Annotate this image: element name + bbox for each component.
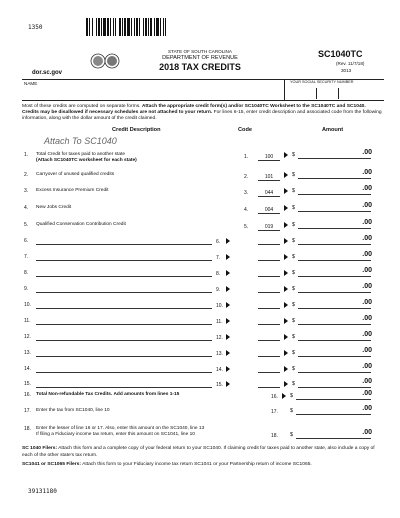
name-field[interactable] bbox=[22, 86, 284, 100]
line-17-label: Enter the tax from SC1040, line 10 bbox=[36, 408, 110, 413]
state-name: STATE OF SOUTH CAROLINA bbox=[168, 49, 232, 54]
arrow-icon bbox=[226, 254, 230, 260]
line-9-code-field[interactable] bbox=[258, 292, 280, 293]
ssn-field[interactable] bbox=[285, 86, 383, 100]
arrow-icon bbox=[226, 334, 230, 340]
line-5-ref: 5. bbox=[244, 224, 249, 230]
line-13-description-field[interactable] bbox=[36, 356, 212, 357]
line-9-amount[interactable]: .00 bbox=[362, 283, 372, 290]
line-9-dollar: $ bbox=[292, 286, 295, 292]
line-8-number: 8. bbox=[24, 270, 29, 276]
line-7-dollar: $ bbox=[292, 254, 295, 260]
line-13-dollar: $ bbox=[292, 350, 295, 356]
line-12-amount[interactable]: .00 bbox=[362, 331, 372, 338]
line-4-dollar: $ bbox=[292, 205, 295, 211]
line-4-number: 4. bbox=[24, 205, 29, 211]
line-15-description-field[interactable] bbox=[36, 387, 212, 388]
line-11-ref: 11. bbox=[216, 319, 223, 325]
form-id: SC1040TC bbox=[318, 49, 363, 59]
form-number: 3013 bbox=[341, 68, 352, 73]
arrow-icon bbox=[284, 286, 288, 292]
revision-date: (Rev. 11/7/18) bbox=[336, 61, 365, 66]
line-2-amount[interactable]: .00 bbox=[362, 169, 372, 176]
line-14-code-field[interactable] bbox=[258, 372, 280, 373]
attach-to-sc1040-label: Attach To SC1040 bbox=[44, 136, 117, 146]
arrow-icon bbox=[284, 205, 288, 211]
line-14-ref: 14. bbox=[216, 367, 223, 373]
line-1-label: Total Credit for taxes paid to another state bbox=[36, 152, 126, 157]
barcode-bar bbox=[86, 18, 88, 36]
intro-text: Most of these credits are computed on separate forms. Attach the appropriate credit form(s) and/or SC1040TC Worksheet to the SC1040TC and SC1040. Credits may be disallowed if necessary schedules are not attached to your return. For lines 6-15, enter credit description and associated code from the following information, along with the dollar amount of the credit claimed. bbox=[22, 104, 382, 122]
sc1041-filers-note: SC1041 or SC1065 Filers: Attach this form to your Fiduciary income tax return SC1041 or your Partnership return of income SC1065. bbox=[22, 462, 312, 467]
line-12-description-field[interactable] bbox=[36, 340, 212, 341]
barcode-bar bbox=[124, 18, 126, 36]
arrow-icon bbox=[226, 302, 230, 308]
line-7-number: 7. bbox=[24, 254, 29, 260]
name-label: NAME bbox=[24, 81, 38, 86]
barcode-bar bbox=[96, 18, 97, 36]
line-18-dollar: $ bbox=[290, 432, 293, 438]
barcode-bar bbox=[145, 18, 147, 36]
barcode-bar bbox=[89, 18, 90, 36]
line-11-description-field[interactable] bbox=[36, 324, 212, 325]
line-6-amount[interactable]: .00 bbox=[362, 235, 372, 242]
barcode-bar bbox=[113, 18, 114, 36]
line-4-ref: 4. bbox=[244, 207, 249, 213]
line-7-ref: 7. bbox=[216, 255, 221, 261]
line-8-code-field[interactable] bbox=[258, 276, 280, 277]
arrow-icon bbox=[226, 381, 230, 387]
line-4-label: New Jobs Credit bbox=[36, 205, 72, 210]
line-3-code: 044 bbox=[264, 190, 274, 196]
barcode-bar bbox=[103, 18, 106, 36]
line-3-amount[interactable]: .00 bbox=[362, 185, 372, 192]
line-10-dollar: $ bbox=[292, 302, 295, 308]
arrow-icon bbox=[284, 302, 288, 308]
line-9-ref: 9. bbox=[216, 287, 221, 293]
line-15-ref: 15. bbox=[216, 382, 223, 388]
arrow-icon bbox=[226, 350, 230, 356]
line-2-ref: 2. bbox=[244, 174, 249, 180]
barcode-bar bbox=[154, 18, 155, 36]
column-code: Code bbox=[238, 127, 252, 133]
form-bottom-code: 39131180 bbox=[28, 488, 57, 495]
barcode-bar bbox=[127, 18, 130, 36]
barcode-bar bbox=[122, 18, 123, 36]
line-2-dollar: $ bbox=[292, 172, 295, 178]
line-12-code-field[interactable] bbox=[258, 340, 280, 341]
column-credit-description: Credit Description bbox=[112, 127, 161, 133]
ssn-label: YOUR SOCIAL SECURITY NUMBER bbox=[290, 80, 354, 84]
barcode-bar bbox=[165, 18, 166, 36]
line-2-number: 2. bbox=[24, 172, 29, 178]
line-8-amount[interactable]: .00 bbox=[362, 267, 372, 274]
line-12-ref: 12. bbox=[216, 335, 223, 341]
line-9-number: 9. bbox=[24, 286, 29, 292]
line-1-amount[interactable]: .00 bbox=[362, 149, 372, 156]
line-10-ref: 10. bbox=[216, 303, 223, 309]
barcode-bar bbox=[143, 18, 144, 36]
arrow-icon bbox=[284, 188, 288, 194]
line-4-code: 004 bbox=[264, 207, 274, 213]
line-18-number: 18. bbox=[24, 426, 31, 432]
line-11-amount[interactable]: .00 bbox=[362, 315, 372, 322]
line-14-amount[interactable]: .00 bbox=[362, 363, 372, 370]
barcode-bar bbox=[160, 18, 161, 36]
arrow-icon bbox=[226, 270, 230, 276]
barcode-bar bbox=[163, 18, 164, 36]
page-title: 2018 TAX CREDITS bbox=[159, 62, 241, 72]
line-13-code-field[interactable] bbox=[258, 356, 280, 357]
barcode-bar bbox=[148, 18, 149, 36]
line-18-label: Enter the lesser of line 16 or 17. Also, enter this amount on the SC1040, line 13 bbox=[36, 426, 205, 431]
line-9-description-field[interactable] bbox=[36, 292, 212, 293]
line-17-ref: 17. bbox=[271, 409, 278, 415]
department-name: DEPARTMENT OF REVENUE bbox=[162, 55, 238, 61]
line-5-label: Qualified Conservation Contribution Credit bbox=[36, 222, 126, 227]
line-6-code-field[interactable] bbox=[258, 244, 280, 245]
line-13-amount[interactable]: .00 bbox=[362, 347, 372, 354]
barcode-bar bbox=[139, 18, 140, 36]
line-10-description-field[interactable] bbox=[36, 308, 212, 309]
arrow-icon bbox=[226, 366, 230, 372]
barcode-bar bbox=[136, 18, 138, 36]
line-7-code-field[interactable] bbox=[258, 260, 280, 261]
line-16-ref: 16. bbox=[271, 394, 278, 400]
line-13-number: 13. bbox=[24, 350, 31, 356]
line-2-label: Carryover of unused qualified credits bbox=[36, 172, 115, 177]
line-6-ref: 6. bbox=[216, 239, 221, 245]
state-seal-logo bbox=[90, 46, 120, 76]
barcode bbox=[86, 18, 189, 36]
line-3-ref: 3. bbox=[244, 190, 249, 196]
barcode-bar bbox=[156, 18, 159, 36]
arrow-icon bbox=[284, 172, 288, 178]
line-6-number: 6. bbox=[24, 238, 29, 244]
line-7-description-field[interactable] bbox=[36, 260, 212, 261]
arrow-icon bbox=[284, 152, 288, 158]
line-1-dollar: $ bbox=[292, 152, 295, 158]
line-5-number: 5. bbox=[24, 222, 29, 228]
line-12-number: 12. bbox=[24, 334, 31, 340]
column-amount: Amount bbox=[322, 127, 344, 133]
arrow-icon bbox=[226, 318, 230, 324]
arrow-icon bbox=[284, 381, 288, 387]
line-11-dollar: $ bbox=[292, 318, 295, 324]
arrow-icon bbox=[284, 222, 288, 228]
line-1-code: 100 bbox=[264, 154, 274, 160]
line-18-ref: 18. bbox=[271, 433, 278, 439]
line-8-dollar: $ bbox=[292, 270, 295, 276]
line-10-number: 10. bbox=[24, 302, 31, 308]
line-18-label-2: If filing a Fiduciary income tax return, enter this amount on SC1041, line 10 bbox=[36, 432, 195, 437]
arrow-icon bbox=[284, 318, 288, 324]
line-16-label: Total Non-refundable Tax Credits. Add amounts from lines 1-15 bbox=[36, 392, 180, 397]
line-16-number: 16. bbox=[24, 392, 31, 398]
line-11-number: 11. bbox=[24, 318, 31, 324]
arrow-icon bbox=[284, 254, 288, 260]
line-4-amount[interactable]: .00 bbox=[362, 202, 372, 209]
line-8-description-field[interactable] bbox=[36, 276, 212, 277]
line-15-dollar: $ bbox=[292, 381, 295, 387]
line-18-amount[interactable]: .00 bbox=[362, 429, 372, 436]
arrow-icon bbox=[226, 286, 230, 292]
line-1-label-2: (Attach SC1040TC worksheet for each state) bbox=[36, 158, 137, 163]
barcode-bar bbox=[134, 18, 135, 36]
barcode-bar bbox=[115, 18, 116, 36]
line-10-amount[interactable]: .00 bbox=[362, 299, 372, 306]
barcode-bar bbox=[98, 18, 100, 36]
barcode-bar bbox=[107, 18, 109, 36]
line-10-code-field[interactable] bbox=[258, 308, 280, 309]
arrow-icon bbox=[284, 366, 288, 372]
line-11-code-field[interactable] bbox=[258, 324, 280, 325]
line-6-description-field[interactable] bbox=[36, 244, 212, 245]
line-7-amount[interactable]: .00 bbox=[362, 251, 372, 258]
line-17-dollar: $ bbox=[290, 408, 293, 414]
line-15-code-field[interactable] bbox=[258, 387, 280, 388]
line-17-number: 17. bbox=[24, 408, 31, 414]
barcode-bar bbox=[92, 18, 93, 36]
arrow-icon bbox=[226, 238, 230, 244]
line-14-description-field[interactable] bbox=[36, 372, 212, 373]
arrow-icon bbox=[284, 350, 288, 356]
line-12-dollar: $ bbox=[292, 334, 295, 340]
website-label: dor.sc.gov bbox=[32, 70, 63, 76]
line-5-code: 019 bbox=[264, 224, 274, 230]
line-16-amount[interactable]: .00 bbox=[362, 390, 372, 397]
line-5-amount[interactable]: .00 bbox=[362, 219, 372, 226]
arrow-icon bbox=[284, 334, 288, 340]
barcode-bar bbox=[101, 18, 102, 36]
line-15-number: 15. bbox=[24, 381, 31, 387]
line-15-amount[interactable]: .00 bbox=[362, 378, 372, 385]
barcode-bar bbox=[110, 18, 111, 36]
line-2-code: 101 bbox=[264, 174, 274, 180]
line-13-ref: 13. bbox=[216, 351, 223, 357]
line-14-dollar: $ bbox=[292, 366, 295, 372]
barcode-bar bbox=[131, 18, 132, 36]
line-1-number: 1. bbox=[24, 152, 29, 158]
arrow-icon bbox=[284, 270, 288, 276]
line-8-ref: 8. bbox=[216, 271, 221, 277]
arrow-icon bbox=[284, 238, 288, 244]
barcode-bar bbox=[119, 18, 121, 36]
line-17-amount[interactable]: .00 bbox=[362, 405, 372, 412]
form-top-code: 1350 bbox=[28, 24, 43, 31]
line-3-dollar: $ bbox=[292, 188, 295, 194]
line-1-ref: 1. bbox=[244, 154, 249, 160]
barcode-bar bbox=[150, 18, 152, 36]
sc1040-filers-note: SC 1040 Filers: Attach this form and a complete copy of your federal return to your SC1040. If claiming credit for taxes paid to another state, also include a copy of each of the other state's tax return. bbox=[22, 446, 375, 458]
line-14-number: 14. bbox=[24, 366, 31, 372]
line-6-dollar: $ bbox=[292, 238, 295, 244]
line-16-dollar: $ bbox=[290, 393, 293, 399]
line-5-dollar: $ bbox=[292, 222, 295, 228]
arrow-icon bbox=[282, 393, 286, 399]
line-3-label: Excess Insurance Premium Credit bbox=[36, 188, 109, 193]
line-3-number: 3. bbox=[24, 188, 29, 194]
